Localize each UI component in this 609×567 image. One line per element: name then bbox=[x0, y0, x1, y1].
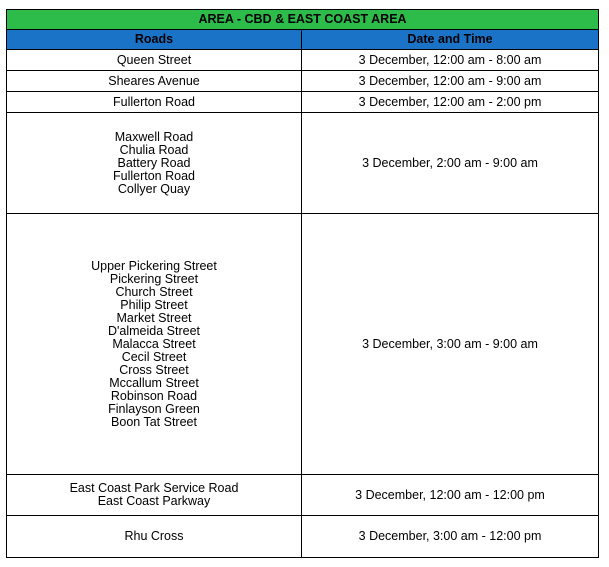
date-time-cell: 3 December, 12:00 am - 9:00 am bbox=[302, 71, 599, 92]
road-name: Battery Road bbox=[117, 155, 191, 170]
road-name: East Coast Park Service Road bbox=[69, 481, 239, 495]
road-name: Robinson Road bbox=[110, 388, 198, 403]
table-row bbox=[7, 113, 599, 214]
table-row bbox=[7, 50, 599, 71]
road-name: Chulia Road bbox=[119, 142, 189, 157]
road-name: Fullerton Road bbox=[113, 94, 195, 109]
table-header-row bbox=[7, 30, 599, 50]
road-name: Boon Tat Street bbox=[111, 414, 197, 429]
table-row bbox=[7, 516, 599, 558]
road-closure-table-container bbox=[6, 9, 598, 558]
road-name: Maxwell Road bbox=[114, 129, 194, 144]
roads-cell bbox=[7, 50, 302, 71]
date-time-cell: 3 December, 12:00 am - 8:00 am bbox=[302, 50, 599, 71]
table-title-row bbox=[7, 10, 599, 30]
roads-cell bbox=[7, 516, 302, 558]
table-title: AREA - CBD & EAST COAST AREA bbox=[7, 10, 599, 30]
date-time-cell: 3 December, 12:00 am - 2:00 pm bbox=[302, 92, 599, 113]
road-name: Fullerton Road bbox=[113, 168, 195, 183]
road-name: Upper Pickering Street bbox=[91, 258, 217, 273]
roads-cell bbox=[7, 92, 302, 113]
road-closure-table bbox=[6, 9, 599, 558]
road-name: Malacca Street bbox=[112, 336, 196, 351]
road-name: Cross Street bbox=[119, 362, 189, 377]
road-name: Cecil Street bbox=[121, 349, 187, 364]
road-name: East Coast Parkway bbox=[97, 494, 211, 508]
road-name: Philip Street bbox=[120, 297, 188, 312]
table-row bbox=[7, 92, 599, 113]
road-name: Pickering Street bbox=[109, 271, 199, 286]
date-time-cell: 3 December, 3:00 am - 9:00 am bbox=[302, 214, 599, 475]
roads-cell bbox=[7, 113, 302, 214]
road-name: Queen Street bbox=[116, 52, 192, 67]
roads-cell bbox=[7, 214, 302, 475]
road-name: Collyer Quay bbox=[117, 181, 191, 196]
table-row bbox=[7, 71, 599, 92]
road-name: Rhu Cross bbox=[124, 529, 184, 543]
date-time-cell: 3 December, 12:00 am - 12:00 pm bbox=[302, 475, 599, 516]
roads-cell bbox=[7, 475, 302, 516]
road-name: Finlayson Green bbox=[108, 401, 200, 416]
road-name: Mccallum Street bbox=[109, 375, 199, 390]
header-roads: Roads bbox=[7, 30, 302, 50]
road-name: Church Street bbox=[115, 284, 193, 299]
table-row bbox=[7, 214, 599, 475]
road-name: D'almeida Street bbox=[107, 323, 200, 338]
date-time-cell: 3 December, 2:00 am - 9:00 am bbox=[302, 113, 599, 214]
date-time-cell: 3 December, 3:00 am - 12:00 pm bbox=[302, 516, 599, 558]
road-name: Sheares Avenue bbox=[108, 73, 200, 88]
table-row bbox=[7, 475, 599, 516]
header-date-time: Date and Time bbox=[302, 30, 599, 50]
road-name: Market Street bbox=[116, 310, 192, 325]
roads-cell bbox=[7, 71, 302, 92]
